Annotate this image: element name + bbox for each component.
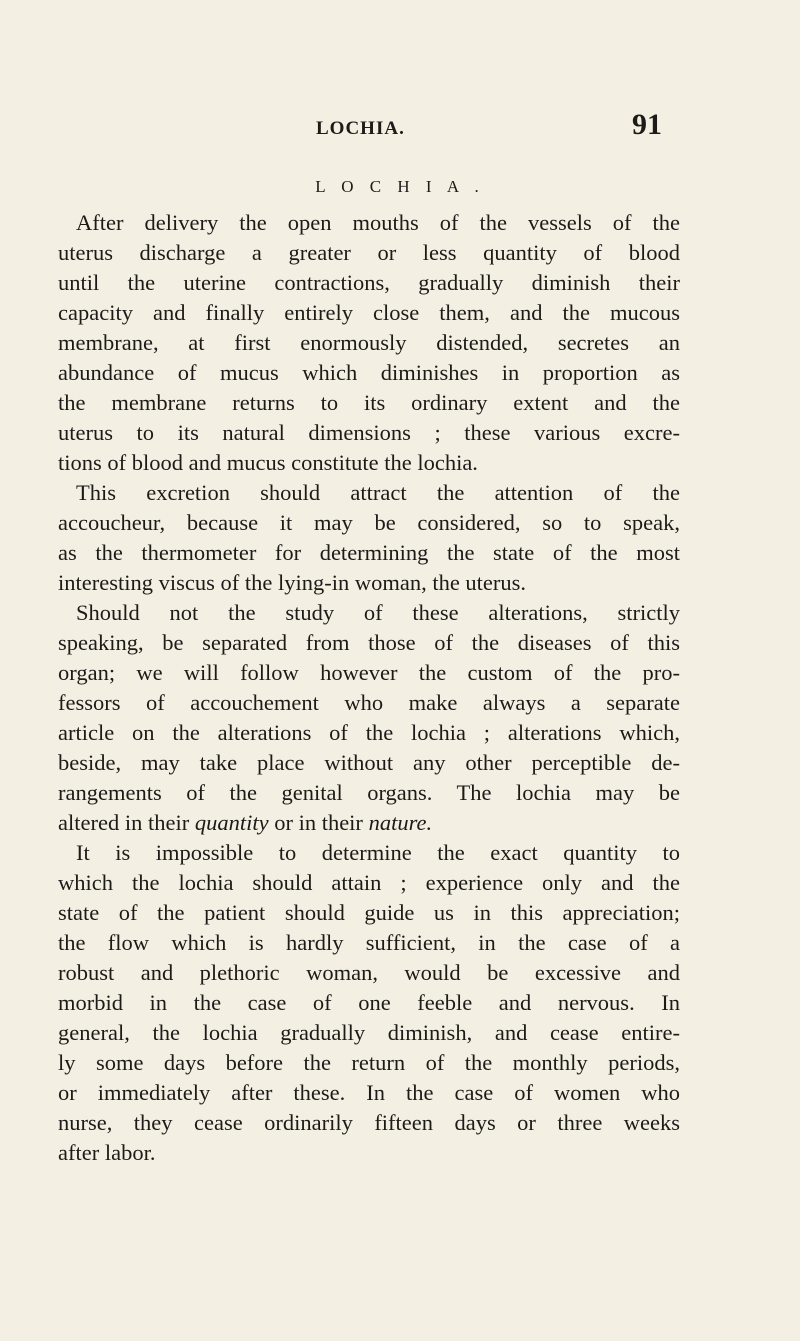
text-line: the flow which is hardly sufficient, in the case of a — [58, 930, 680, 955]
text-line: the membrane returns to its ordinary extent and the — [58, 390, 680, 415]
page-number: 91 — [632, 108, 662, 141]
text-line: It is impossible to determine the exact quantity to — [76, 840, 680, 865]
text-line: beside, may take place without any other perceptible de- — [58, 750, 680, 775]
text-line: tions of blood and mucus constitute the lochia. — [58, 450, 478, 475]
text-line: after labor. — [58, 1140, 156, 1165]
text-line: uterus discharge a greater or less quantity of blood — [58, 240, 680, 265]
text-line: speaking, be separated from those of the diseases of this — [58, 630, 680, 655]
text-line: nurse, they cease ordinarily fifteen days or three weeks — [58, 1110, 680, 1135]
text-line: general, the lochia gradually diminish, and cease entire- — [58, 1020, 680, 1045]
text-line: which the lochia should attain ; experience only and the — [58, 870, 680, 895]
text-line: organ; we will follow however the custom of the pro- — [58, 660, 680, 685]
text-segment: altered in their — [58, 810, 190, 835]
text-line: article on the alterations of the lochia ; alterations which, — [58, 720, 680, 745]
text-line: as the thermometer for determining the state of the most — [58, 540, 680, 565]
text-line: fessors of accouchement who make always a separate — [58, 690, 680, 715]
text-line: capacity and finally entirely close them, and the mucous — [58, 300, 680, 325]
text-line: accoucheur, because it may be considered, so to speak, — [58, 510, 680, 535]
text-line: or immediately after these. In the case of women who — [58, 1080, 680, 1105]
text-line: abundance of mucus which diminishes in proportion as — [58, 360, 680, 385]
section-title: L O C H I A . — [315, 177, 485, 196]
text-line — [58, 808, 432, 838]
italic-term-quantity: quantity — [194, 810, 269, 835]
text-line: rangements of the genital organs. The lochia may be — [58, 780, 680, 805]
running-title: LOCHIA. — [316, 118, 405, 139]
text-line: state of the patient should guide us in this appreciation; — [58, 900, 680, 925]
text-segment: or in their — [274, 810, 363, 835]
text-line: until the uterine contractions, gradually diminish their — [58, 270, 680, 295]
text-line: morbid in the case of one feeble and nervous. In — [58, 990, 680, 1015]
text-line: interesting viscus of the lying-in woman, the uterus. — [58, 570, 527, 595]
text-line: After delivery the open mouths of the vessels of the — [76, 210, 680, 235]
text-line: ly some days before the return of the monthly periods, — [58, 1050, 680, 1075]
italic-term-nature: nature. — [368, 810, 433, 835]
text-line: robust and plethoric woman, would be excessive and — [58, 960, 680, 985]
text-line: uterus to its natural dimensions ; these various excre- — [58, 420, 680, 445]
text-line: membrane, at first enormously distended, secretes an — [58, 330, 680, 355]
text-line: This excretion should attract the attention of the — [76, 480, 680, 505]
text-line: Should not the study of these alterations, strictly — [76, 600, 680, 625]
